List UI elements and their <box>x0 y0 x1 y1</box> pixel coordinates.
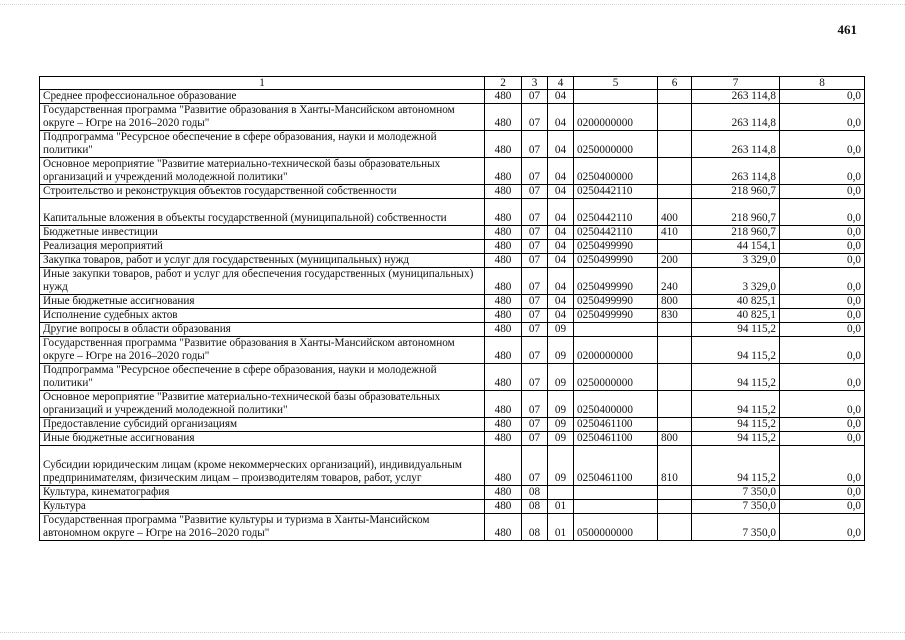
row-chapter: 480 <box>485 104 522 131</box>
row-amount-2: 0,0 <box>780 364 865 391</box>
table-row <box>40 486 865 500</box>
row-expense-type <box>658 418 692 432</box>
row-amount: 94 115,2 <box>692 446 780 486</box>
row-expense-type: 410 <box>658 226 692 240</box>
row-expense-type <box>658 185 692 199</box>
row-target-article: 0250499990 <box>574 240 658 254</box>
table-row <box>40 185 865 199</box>
row-chapter: 480 <box>485 364 522 391</box>
row-target-article: 0250442110 <box>574 185 658 199</box>
row-target-article: 0250000000 <box>574 131 658 158</box>
row-amount-2: 0,0 <box>780 486 865 500</box>
row-amount-2: 0,0 <box>780 158 865 185</box>
row-name: Культура <box>40 500 485 514</box>
row-target-article <box>574 500 658 514</box>
row-amount: 263 114,8 <box>692 104 780 131</box>
budget-table <box>39 76 865 541</box>
row-section: 08 <box>522 514 548 541</box>
row-amount: 218 960,7 <box>692 199 780 226</box>
row-subsection: 04 <box>548 254 574 268</box>
table-row <box>40 131 865 158</box>
row-amount-2: 0,0 <box>780 323 865 337</box>
row-amount: 44 154,1 <box>692 240 780 254</box>
row-amount: 94 115,2 <box>692 432 780 446</box>
row-name: Государственная программа "Развитие культуры и туризма в Ханты-Мансийском автономном округе – Югре на 2016–2020 годы" <box>40 514 485 541</box>
row-chapter: 480 <box>485 514 522 541</box>
row-target-article: 0250461100 <box>574 418 658 432</box>
row-section: 07 <box>522 104 548 131</box>
row-name: Государственная программа "Развитие образования в Ханты-Мансийском автономном округе – Югре на 2016–2020 годы" <box>40 104 485 131</box>
table-row <box>40 90 865 104</box>
row-amount-2: 0,0 <box>780 268 865 295</box>
table-row <box>40 309 865 323</box>
table-row <box>40 500 865 514</box>
row-target-article: 0250499990 <box>574 295 658 309</box>
table-row <box>40 391 865 418</box>
row-amount: 40 825,1 <box>692 295 780 309</box>
row-subsection: 09 <box>548 418 574 432</box>
scan-edge-bottom <box>0 632 905 634</box>
row-amount: 94 115,2 <box>692 323 780 337</box>
row-target-article: 0250461100 <box>574 432 658 446</box>
row-subsection <box>548 486 574 500</box>
row-chapter: 480 <box>485 486 522 500</box>
table-row <box>40 295 865 309</box>
row-name: Иные закупки товаров, работ и услуг для обеспечения государственных (муниципальных) нужд <box>40 268 485 295</box>
row-amount-2: 0,0 <box>780 104 865 131</box>
table-row <box>40 268 865 295</box>
row-section: 07 <box>522 364 548 391</box>
row-chapter: 480 <box>485 199 522 226</box>
row-chapter: 480 <box>485 446 522 486</box>
row-subsection: 09 <box>548 323 574 337</box>
row-section: 07 <box>522 309 548 323</box>
row-subsection: 04 <box>548 226 574 240</box>
row-chapter: 480 <box>485 500 522 514</box>
row-target-article: 0250499990 <box>574 309 658 323</box>
header-cell-6: 6 <box>658 77 692 90</box>
row-amount-2: 0,0 <box>780 337 865 364</box>
row-expense-type <box>658 391 692 418</box>
header-cell-1: 1 <box>40 77 485 90</box>
row-amount-2: 0,0 <box>780 226 865 240</box>
row-amount: 7 350,0 <box>692 514 780 541</box>
row-expense-type: 240 <box>658 268 692 295</box>
row-amount: 94 115,2 <box>692 391 780 418</box>
row-amount: 94 115,2 <box>692 364 780 391</box>
row-section: 07 <box>522 337 548 364</box>
row-amount: 218 960,7 <box>692 185 780 199</box>
row-expense-type: 800 <box>658 432 692 446</box>
row-target-article: 0250461100 <box>574 446 658 486</box>
header-cell-3: 3 <box>522 77 548 90</box>
table-row <box>40 226 865 240</box>
row-section: 07 <box>522 391 548 418</box>
page-number: 461 <box>837 22 857 37</box>
table-row <box>40 432 865 446</box>
row-chapter: 480 <box>485 90 522 104</box>
row-amount: 263 114,8 <box>692 131 780 158</box>
row-name: Реализация мероприятий <box>40 240 485 254</box>
row-target-article: 0250442110 <box>574 226 658 240</box>
row-expense-type <box>658 240 692 254</box>
row-chapter: 480 <box>485 432 522 446</box>
row-subsection: 04 <box>548 185 574 199</box>
row-subsection: 09 <box>548 364 574 391</box>
row-amount-2: 0,0 <box>780 240 865 254</box>
table-row <box>40 418 865 432</box>
row-amount-2: 0,0 <box>780 514 865 541</box>
row-amount: 40 825,1 <box>692 309 780 323</box>
row-expense-type: 830 <box>658 309 692 323</box>
row-expense-type <box>658 104 692 131</box>
row-subsection: 04 <box>548 131 574 158</box>
row-amount-2: 0,0 <box>780 131 865 158</box>
row-name: Основное мероприятие "Развитие материально-технической базы образовательных организаций и учреждений молодежной политики" <box>40 158 485 185</box>
row-amount-2: 0,0 <box>780 309 865 323</box>
row-subsection: 04 <box>548 268 574 295</box>
row-name: Субсидии юридическим лицам (кроме некоммерческих организаций), индивидуальным предпринимателям, физическим лицам – производителям товаров, работ, услуг <box>40 446 485 486</box>
row-name: Государственная программа "Развитие образования в Ханты-Мансийском автономном округе – Югре на 2016–2020 годы" <box>40 337 485 364</box>
row-amount-2: 0,0 <box>780 432 865 446</box>
row-target-article: 0250442110 <box>574 199 658 226</box>
row-amount: 3 329,0 <box>692 254 780 268</box>
row-name: Другие вопросы в области образования <box>40 323 485 337</box>
row-target-article <box>574 90 658 104</box>
header-row <box>40 77 865 90</box>
row-amount-2: 0,0 <box>780 199 865 226</box>
row-amount-2: 0,0 <box>780 185 865 199</box>
row-amount: 7 350,0 <box>692 486 780 500</box>
table-row <box>40 240 865 254</box>
row-name: Исполнение судебных актов <box>40 309 485 323</box>
row-expense-type: 400 <box>658 199 692 226</box>
row-chapter: 480 <box>485 226 522 240</box>
row-section: 08 <box>522 500 548 514</box>
row-section: 07 <box>522 323 548 337</box>
row-target-article <box>574 323 658 337</box>
row-target-article <box>574 486 658 500</box>
header-cell-4: 4 <box>548 77 574 90</box>
row-expense-type <box>658 364 692 391</box>
table-row <box>40 254 865 268</box>
row-chapter: 480 <box>485 185 522 199</box>
row-amount-2: 0,0 <box>780 295 865 309</box>
row-expense-type: 810 <box>658 446 692 486</box>
row-chapter: 480 <box>485 418 522 432</box>
header-cell-7: 7 <box>692 77 780 90</box>
row-amount-2: 0,0 <box>780 254 865 268</box>
row-chapter: 480 <box>485 131 522 158</box>
row-section: 07 <box>522 295 548 309</box>
table-row <box>40 514 865 541</box>
row-subsection: 04 <box>548 199 574 226</box>
row-subsection: 09 <box>548 432 574 446</box>
header-cell-5: 5 <box>574 77 658 90</box>
row-target-article: 0200000000 <box>574 337 658 364</box>
row-section: 07 <box>522 446 548 486</box>
row-subsection: 09 <box>548 446 574 486</box>
row-section: 07 <box>522 240 548 254</box>
row-section: 07 <box>522 131 548 158</box>
row-section: 07 <box>522 199 548 226</box>
table-body <box>40 77 865 541</box>
row-amount-2: 0,0 <box>780 418 865 432</box>
row-chapter: 480 <box>485 240 522 254</box>
row-name: Среднее профессиональное образование <box>40 90 485 104</box>
table-row <box>40 364 865 391</box>
row-expense-type <box>658 337 692 364</box>
row-expense-type <box>658 486 692 500</box>
row-name: Предоставление субсидий организациям <box>40 418 485 432</box>
row-chapter: 480 <box>485 254 522 268</box>
row-name: Иные бюджетные ассигнования <box>40 295 485 309</box>
row-subsection: 04 <box>548 295 574 309</box>
row-name: Подпрограмма "Ресурсное обеспечение в сфере образования, науки и молодежной политики" <box>40 364 485 391</box>
row-expense-type: 800 <box>658 295 692 309</box>
row-name: Строительство и реконструкция объектов государственной собственности <box>40 185 485 199</box>
table-row <box>40 337 865 364</box>
row-name: Бюджетные инвестиции <box>40 226 485 240</box>
row-section: 08 <box>522 486 548 500</box>
row-section: 07 <box>522 90 548 104</box>
row-amount-2: 0,0 <box>780 391 865 418</box>
row-target-article: 0250000000 <box>574 364 658 391</box>
table-row <box>40 323 865 337</box>
header-cell-8: 8 <box>780 77 865 90</box>
row-amount: 7 350,0 <box>692 500 780 514</box>
row-subsection: 04 <box>548 158 574 185</box>
row-expense-type <box>658 500 692 514</box>
table-row <box>40 199 865 226</box>
row-target-article: 0250499990 <box>574 254 658 268</box>
row-expense-type: 200 <box>658 254 692 268</box>
row-expense-type <box>658 131 692 158</box>
row-target-article: 0250499990 <box>574 268 658 295</box>
row-amount: 263 114,8 <box>692 158 780 185</box>
header-cell-2: 2 <box>485 77 522 90</box>
row-name: Капитальные вложения в объекты государственной (муниципальной) собственности <box>40 199 485 226</box>
row-chapter: 480 <box>485 309 522 323</box>
row-target-article: 0500000000 <box>574 514 658 541</box>
row-amount-2: 0,0 <box>780 446 865 486</box>
row-name: Подпрограмма "Ресурсное обеспечение в сфере образования, науки и молодежной политики" <box>40 131 485 158</box>
row-amount-2: 0,0 <box>780 90 865 104</box>
row-expense-type <box>658 158 692 185</box>
row-subsection: 04 <box>548 104 574 131</box>
row-section: 07 <box>522 432 548 446</box>
row-expense-type <box>658 90 692 104</box>
row-section: 07 <box>522 185 548 199</box>
row-subsection: 04 <box>548 309 574 323</box>
row-name: Культура, кинематография <box>40 486 485 500</box>
row-subsection: 09 <box>548 337 574 364</box>
row-expense-type <box>658 323 692 337</box>
row-section: 07 <box>522 158 548 185</box>
row-section: 07 <box>522 254 548 268</box>
table-row <box>40 104 865 131</box>
row-subsection: 04 <box>548 240 574 254</box>
row-target-article: 0250400000 <box>574 158 658 185</box>
row-name: Закупка товаров, работ и услуг для государственных (муниципальных) нужд <box>40 254 485 268</box>
row-chapter: 480 <box>485 268 522 295</box>
row-section: 07 <box>522 268 548 295</box>
row-name: Иные бюджетные ассигнования <box>40 432 485 446</box>
row-target-article: 0200000000 <box>574 104 658 131</box>
row-chapter: 480 <box>485 391 522 418</box>
table-row <box>40 158 865 185</box>
row-amount: 218 960,7 <box>692 226 780 240</box>
row-subsection: 09 <box>548 391 574 418</box>
row-chapter: 480 <box>485 295 522 309</box>
row-amount: 263 114,8 <box>692 90 780 104</box>
row-subsection: 01 <box>548 500 574 514</box>
row-section: 07 <box>522 226 548 240</box>
row-amount: 94 115,2 <box>692 337 780 364</box>
row-target-article: 0250400000 <box>574 391 658 418</box>
row-amount: 94 115,2 <box>692 418 780 432</box>
row-chapter: 480 <box>485 337 522 364</box>
row-expense-type <box>658 514 692 541</box>
row-subsection: 01 <box>548 514 574 541</box>
row-name: Основное мероприятие "Развитие материально-технической базы образовательных организаций и учреждений молодежной политики" <box>40 391 485 418</box>
row-subsection: 04 <box>548 90 574 104</box>
row-chapter: 480 <box>485 323 522 337</box>
row-amount-2: 0,0 <box>780 500 865 514</box>
row-chapter: 480 <box>485 158 522 185</box>
row-amount: 3 329,0 <box>692 268 780 295</box>
scan-edge-top <box>0 4 905 6</box>
table-row <box>40 446 865 486</box>
row-section: 07 <box>522 418 548 432</box>
